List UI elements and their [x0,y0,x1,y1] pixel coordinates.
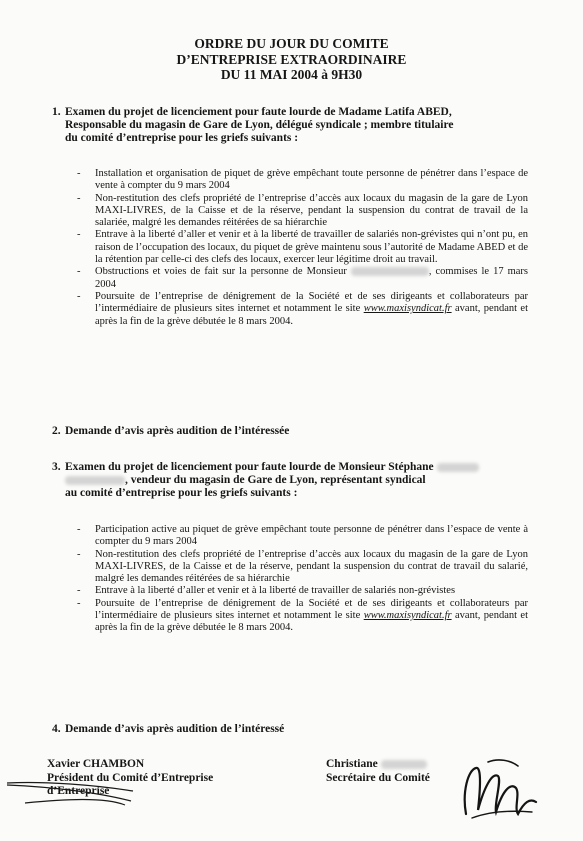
list-item: - Non-restitution des clefs propriété de l’entreprise d’accès aux locaux du magasin de la gare de Lyon MAXI-LIVRES, de la Caisse et de la réserve, pendant la suspension du contrat de travail du salarié, malgré les demandes réitérées de sa hiérarchie [95,549,528,586]
list-item: - Non-restitution des clefs propriété de l’entreprise d’accès aux locaux du magasin de la gare de Lyon MAXI-LIVRES, de la Caisse et de la réserve, pendant la suspension du contrat de travail de la salariée, malgré les demandes réitérées de sa hiérarchie [95,193,528,230]
list-item: - Participation active au piquet de grève empêchant toute personne de pénétrer dans l’espace de vente à compter du 9 mars 2004 [95,524,528,549]
handwritten-strike-mark [5,779,135,807]
redacted-name [437,463,479,472]
list-item: - Entrave à la liberté d’aller et venir et à la liberté de travailler de salariés non-grévistes qui n’ont pu, en raison de l’occupation des locaux, du piquet de grève maintenu sous l’autorité de Madame ABED et de la rétention par celle-ci des clefs des locaux, exercer leur légitime droit au travail. [95,229,528,266]
list-item: - Installation et organisation de piquet de grève empêchant toute personne de pénétrer dans l’espace de vente à compter du 9 mars 2004 [95,168,528,193]
redacted-name [351,267,429,276]
list-item [95,266,528,291]
section-3-heading-line-1 [65,461,535,474]
section-3-heading [52,461,535,500]
title-line-1: ORDRE DU JOUR DU COMITE [194,36,389,51]
bullet-text: avant, pendant et après la fin de la grève débutée le 8 mars 2004. [95,610,529,634]
redacted-name [381,760,427,769]
section-1-heading-line-2: Responsable du magasin de Gare de Lyon, délégué syndicale ; membre titulaire [65,119,454,131]
bullet-text: , commises le 17 mars 2004 [95,266,529,290]
section-2-number: 2. [52,425,61,437]
title-line-2: D’ENTREPRISE EXTRAORDINAIRE [176,51,407,67]
title-line-3: DU 11 MAI 2004 à 9H30 [220,67,363,82]
section-4-heading [52,723,535,736]
section-1-bullet-list [95,168,528,328]
website-link[interactable]: www.maxisyndicat.fr [363,303,452,315]
right-signatory-name-line [326,758,430,772]
list-item [95,291,528,328]
bullet-text: avant, pendant et après la fin de la grève débutée le 8 mars 2004. [95,303,529,327]
website-link[interactable]: www.maxisyndicat.fr [363,610,452,622]
bullet-text: Poursuite de l’entreprise de dénigrement de la Société et de ses dirigeants et collaborateurs par l’intermédiaire de plusieurs sites internet et notamment le site [95,597,528,622]
redacted-name [65,476,125,485]
section-2-heading [52,425,535,438]
right-signatory-role: Secrétaire du Comité [326,771,430,784]
section-3-heading-line-3: au comité d’entreprise pour les griefs suivants : [65,487,298,499]
section-1-heading-line-3: du comité d’entreprise pour les griefs suivants : [65,132,299,144]
document-title [0,36,583,83]
section-3-bullet-list [95,524,528,635]
section-3-number: 3. [52,461,61,473]
right-signatory [326,758,430,785]
handwritten-signature-icon [458,752,543,827]
bullet-text: Poursuite de l’entreprise de dénigrement de la Société et de ses dirigeants et collaborateurs par l’intermédiaire de plusieurs sites internet et notamment le site [95,290,528,315]
left-signatory-role-continued: d’Entreprise [47,785,110,797]
section-1-number: 1. [52,106,61,118]
section-2-heading-text: Demande d’avis après audition de l’intéressée [65,425,290,437]
bullet-text: Obstructions et voies de fait sur la personne de Monsieur [95,266,347,278]
section-3-heading-line-2 [65,474,535,487]
section-3-heading-text: Examen du projet de licenciement pour faute lourde de Monsieur Stéphane [65,461,434,473]
list-item [95,598,528,635]
section-4-number: 4. [52,723,61,735]
section-1-heading-line-1: Examen du projet de licenciement pour faute lourde de Madame Latifa ABED, [65,106,452,118]
left-signatory-name: Xavier CHAMBON [47,758,145,770]
left-signatory-role: Président du Comité d’Entreprise [47,771,214,784]
section-1-heading [52,106,535,145]
right-signatory-name: Christiane [326,758,378,770]
section-4-heading-text: Demande d’avis après audition de l’intéressé [65,723,285,735]
list-item: - Entrave à la liberté d’aller et venir et à la liberté de travailler de salariés non-grévistes [95,585,528,597]
section-3-heading-text: , vendeur du magasin de Gare de Lyon, représentant syndical [125,474,426,486]
